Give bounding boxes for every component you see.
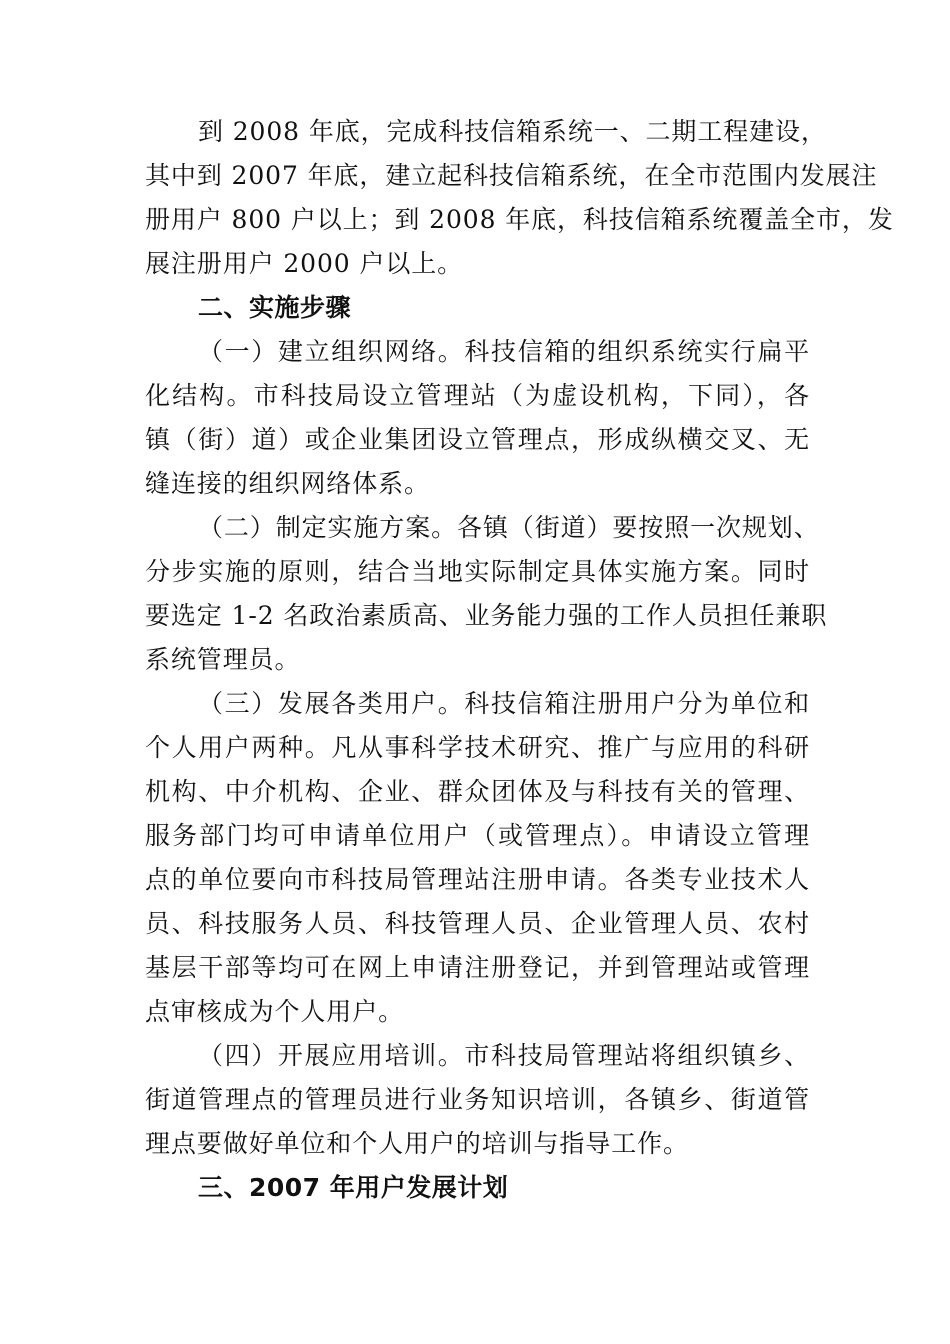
- paragraph-line: 要选定 1-2 名政治素质高、业务能力强的工作人员担任兼职: [145, 601, 828, 630]
- paragraph-line: 到 2008 年底，完成科技信箱系统一、二期工程建设，: [198, 117, 827, 146]
- paragraph-line: 分步实施的原则，结合当地实际制定具体实施方案。同时: [145, 557, 810, 586]
- paragraph-line: 系统管理员。: [145, 645, 301, 674]
- paragraph-line: （四）开展应用培训。市科技局管理站将组织镇乡、: [198, 1041, 810, 1070]
- paragraph-line: 点的单位要向市科技局管理站注册申请。各类专业技术人: [145, 865, 810, 894]
- paragraph-line: 理点要做好单位和个人用户的培训与指导工作。: [145, 1129, 689, 1158]
- paragraph-line: 缝连接的组织网络体系。: [145, 469, 430, 498]
- paragraph-line: （三）发展各类用户。科技信箱注册用户分为单位和: [198, 689, 810, 718]
- paragraph-line: 基层干部等均可在网上申请注册登记，并到管理站或管理: [145, 953, 810, 982]
- paragraph-line: 镇（街）道）或企业集团设立管理点，形成纵横交叉、无: [145, 425, 810, 454]
- paragraph-line: 个人用户两种。凡从事科学技术研究、推广与应用的科研: [145, 733, 810, 762]
- paragraph-line: 服务部门均可申请单位用户（或管理点）。申请设立管理: [145, 821, 810, 850]
- paragraph-line: 点审核成为个人用户。: [145, 997, 405, 1026]
- paragraph-line: 化结构。市科技局设立管理站（为虚设机构，下同），各: [145, 381, 810, 410]
- paragraph-line: 展注册用户 2000 户以上。: [145, 249, 464, 278]
- paragraph-line: （一）建立组织网络。科技信箱的组织系统实行扁平: [198, 337, 810, 366]
- paragraph-line: 街道管理点的管理员进行业务知识培训，各镇乡、街道管: [145, 1085, 810, 1114]
- section-heading: 二、实施步骤: [198, 293, 352, 322]
- paragraph-line: 员、科技服务人员、科技管理人员、企业管理人员、农村: [145, 909, 810, 938]
- paragraph-line: 其中到 2007 年底，建立起科技信箱系统，在全市范围内发展注: [145, 161, 878, 190]
- paragraph-line: （二）制定实施方案。各镇（街道）要按照一次规划、: [198, 513, 820, 542]
- paragraph-line: 机构、中介机构、企业、群众团体及与科技有关的管理、: [145, 777, 810, 806]
- section-heading: 三、2007 年用户发展计划: [198, 1173, 509, 1202]
- paragraph-line: 册用户 800 户以上；到 2008 年底，科技信箱系统覆盖全市，发: [145, 205, 894, 234]
